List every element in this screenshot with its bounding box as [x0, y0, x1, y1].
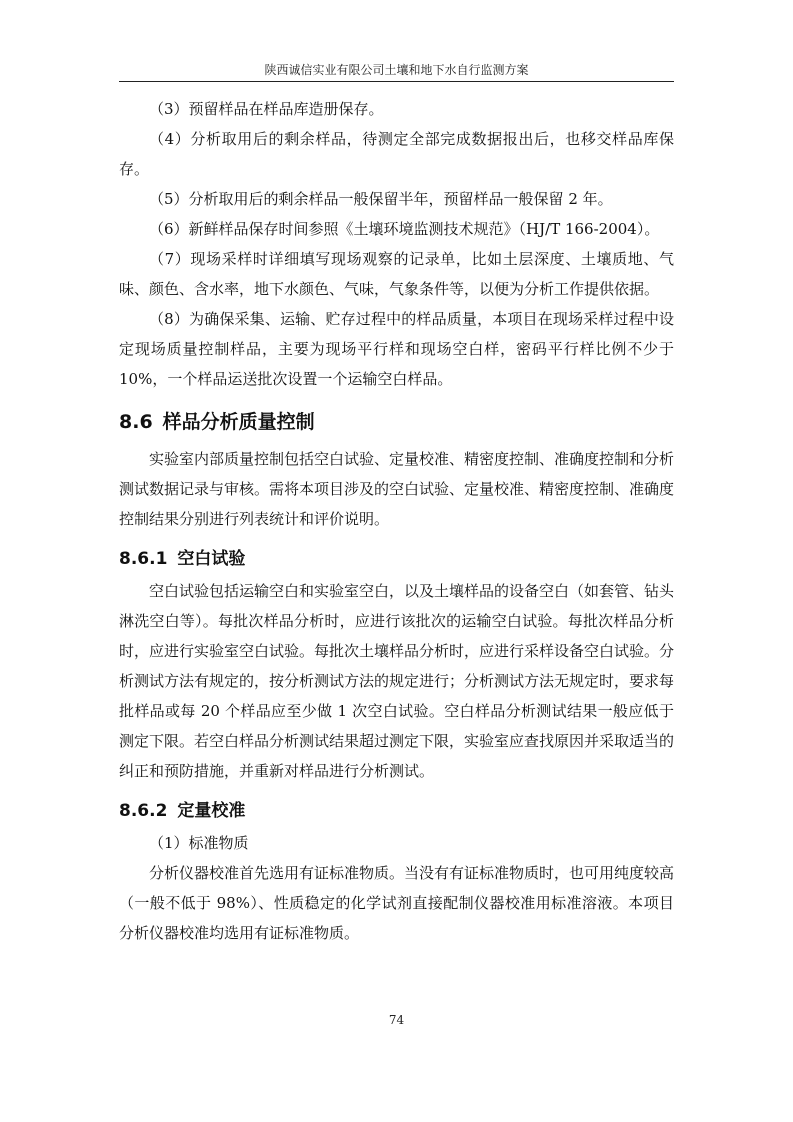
list-item-label: （1）标准物质 — [149, 834, 249, 852]
section-heading-8-6-1 — [119, 546, 674, 572]
page-header: 陕西诚信实业有限公司土壤和地下水自行监测方案 — [264, 63, 529, 77]
header-divider — [119, 81, 674, 82]
document-body — [119, 94, 674, 948]
section-title: 样品分析质量控制 — [162, 411, 315, 433]
paragraph: （4）分析取用后的剩余样品，待测定全部完成数据报出后，也移交样品库保存。 — [119, 130, 674, 178]
section-number: 8.6.1 — [119, 549, 168, 569]
section-heading-8-6-2 — [119, 798, 674, 824]
paragraph: （8）为确保采集、运输、贮存过程中的样品质量，本项目在现场采样过程中设定现场质量控制样品，主要为现场平行样和现场空白样，密码平行样比例不少于 10%，一个样品运送批次设置一个运输空白样品。 — [119, 310, 674, 388]
section-title: 定量校准 — [177, 801, 246, 821]
paragraph: （3）预留样品在样品库造册保存。 — [149, 100, 384, 118]
paragraph: 实验室内部质量控制包括空白试验、定量校准、精密度控制、准确度控制和分析测试数据记录与审核。需将本项目涉及的空白试验、定量校准、精密度控制、准确度控制结果分别进行列表统计和评价说明。 — [119, 450, 675, 528]
section-heading-8-6 — [119, 408, 674, 436]
paragraph: （5）分析取用后的剩余样品一般保留半年，预留样品一般保留 2 年。 — [149, 190, 613, 208]
page-number: 74 — [388, 1013, 405, 1027]
paragraph: 分析仪器校准首先选用有证标准物质。当没有有证标准物质时，也可用纯度较高（一般不低于 98%）、性质稳定的化学试剂直接配制仪器校准用标准溶液。本项目分析仪器校准均选用有证标准物质。 — [119, 864, 675, 942]
paragraph: （7）现场采样时详细填写现场观察的记录单，比如土层深度、土壤质地、气味、颜色、含水率，地下水颜色、气味，气象条件等，以便为分析工作提供依据。 — [119, 250, 674, 298]
section-title: 空白试验 — [177, 549, 246, 569]
section-number: 8.6 — [119, 411, 153, 433]
section-number: 8.6.2 — [119, 801, 168, 821]
paragraph: （6）新鲜样品保存时间参照《土壤环境监测技术规范》（HJ/T 166-2004）。 — [149, 220, 660, 238]
paragraph: 空白试验包括运输空白和实验室空白，以及土壤样品的设备空白（如套管、钻头淋洗空白等）。每批次样品分析时，应进行该批次的运输空白试验。每批次样品分析时，应进行实验室空白试验。每批次土壤样品分析时，应进行采样设备空白试验。分析测试方法有规定的，按分析测试方法的规定进行；分析测试方法无规定时，要求每批样品或每 20 个样品应至少做 1 次空白试验。空白样品分析测试结果一般应低于测定下限。若空白样品分析测试结果超过测定下限，实验室应查找原因并采取适当的纠正和预防措施，并重新对样品进行分析测试。 — [119, 582, 675, 780]
